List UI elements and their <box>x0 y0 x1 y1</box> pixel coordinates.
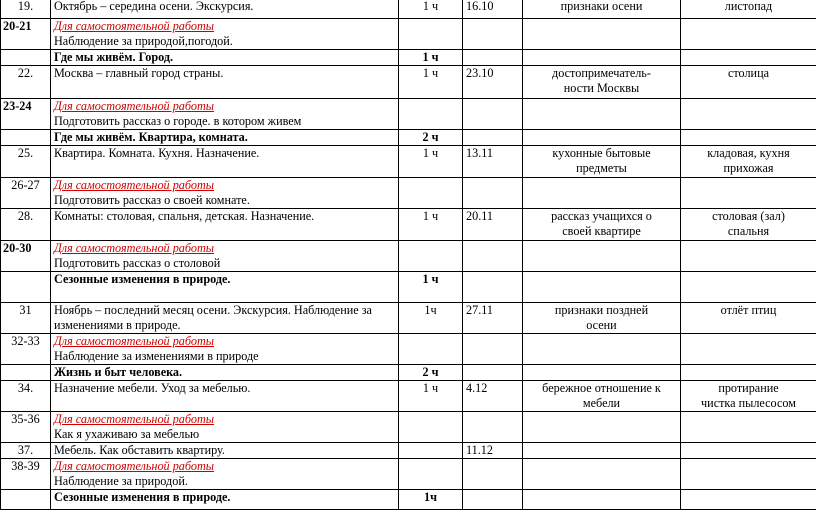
content-cell <box>523 178 681 209</box>
lesson-number-cell: 28. <box>1 209 51 241</box>
date-cell <box>463 272 523 303</box>
date-cell <box>463 99 523 130</box>
content-cell <box>523 50 681 66</box>
content-cell: признаки осени <box>523 0 681 19</box>
hours-cell: 1 ч <box>399 272 463 303</box>
table-row <box>1 412 816 443</box>
table-row <box>1 66 816 99</box>
table-row <box>1 178 816 209</box>
lesson-plan-table-body <box>1 0 816 510</box>
lesson-topic-text: Комнаты: столовая, спальня, детская. Назначение. <box>54 209 315 223</box>
lesson-topic-cell <box>51 50 399 66</box>
lesson-topic-cell <box>51 443 399 459</box>
lesson-topic-cell <box>51 241 399 272</box>
hours-cell: 1 ч <box>399 209 463 241</box>
lesson-topic-cell <box>51 0 399 19</box>
lesson-topic-cell <box>51 209 399 241</box>
hours-cell <box>399 178 463 209</box>
date-cell <box>463 241 523 272</box>
lesson-topic-cell <box>51 178 399 209</box>
lesson-topic-cell <box>51 146 399 178</box>
independent-work-note: Для самостоятельной работы <box>54 412 215 426</box>
lesson-number-cell: 20-21 <box>1 19 51 50</box>
table-row <box>1 146 816 178</box>
lesson-topic-cell <box>51 459 399 490</box>
lesson-topic-cell <box>51 19 399 50</box>
hours-cell: 1ч <box>399 303 463 334</box>
date-cell: 23.10 <box>463 66 523 99</box>
lesson-topic-text: Подготовить рассказ о городе. в котором живем <box>54 114 302 128</box>
lesson-number-cell: 37. <box>1 443 51 459</box>
hours-cell <box>399 19 463 50</box>
content-cell <box>523 443 681 459</box>
content-cell: признаки поздней осени <box>523 303 681 334</box>
hours-cell: 1 ч <box>399 381 463 412</box>
date-cell: 16.10 <box>463 0 523 19</box>
content-cell <box>523 130 681 146</box>
table-row <box>1 130 816 146</box>
hours-cell <box>399 412 463 443</box>
hours-cell: 2 ч <box>399 365 463 381</box>
independent-work-note: Для самостоятельной работы <box>54 334 215 348</box>
date-cell <box>463 178 523 209</box>
vocabulary-cell: листопад <box>681 0 816 19</box>
vocabulary-cell <box>681 50 816 66</box>
lesson-number-cell <box>1 272 51 303</box>
lesson-number-cell: 23-24 <box>1 99 51 130</box>
lesson-number-cell: 35-36 <box>1 412 51 443</box>
lesson-topic-cell <box>51 66 399 99</box>
section-heading: Где мы живём. Квартира, комната. <box>54 130 248 144</box>
lesson-number-cell <box>1 490 51 510</box>
content-cell: бережное отношение к мебели <box>523 381 681 412</box>
content-cell: кухонные бытовые предметы <box>523 146 681 178</box>
content-cell <box>523 334 681 365</box>
lesson-topic-cell <box>51 334 399 365</box>
vocabulary-cell <box>681 272 816 303</box>
hours-cell <box>399 459 463 490</box>
vocabulary-cell <box>681 334 816 365</box>
independent-work-note: Для самостоятельной работы <box>54 99 215 113</box>
lesson-topic-text: Октябрь – середина осени. Экскурсия. <box>54 0 254 13</box>
hours-cell: 1 ч <box>399 66 463 99</box>
date-cell <box>463 412 523 443</box>
independent-work-note: Для самостоятельной работы <box>54 178 215 192</box>
content-cell <box>523 272 681 303</box>
lesson-topic-text: Наблюдение за природой. <box>54 474 188 488</box>
content-cell <box>523 99 681 130</box>
vocabulary-cell: протирание чистка пылесосом <box>681 381 816 412</box>
lesson-number-cell: 31 <box>1 303 51 334</box>
hours-cell: 1 ч <box>399 146 463 178</box>
table-row <box>1 303 816 334</box>
hours-cell <box>399 334 463 365</box>
lesson-topic-text: Наблюдение за изменениями в природе <box>54 349 259 363</box>
lesson-topic-text: Ноябрь – последний месяц осени. Экскурсия. Наблюдение за изменениями в природе. <box>54 303 372 332</box>
date-cell: 11.12 <box>463 443 523 459</box>
lesson-topic-cell <box>51 99 399 130</box>
vocabulary-cell <box>681 490 816 510</box>
table-row <box>1 209 816 241</box>
table-row <box>1 272 816 303</box>
lesson-topic-cell <box>51 490 399 510</box>
content-cell <box>523 412 681 443</box>
hours-cell: 1 ч <box>399 50 463 66</box>
vocabulary-cell <box>681 412 816 443</box>
lesson-number-cell <box>1 130 51 146</box>
hours-cell: 2 ч <box>399 130 463 146</box>
content-cell <box>523 490 681 510</box>
hours-cell <box>399 241 463 272</box>
lesson-topic-cell <box>51 365 399 381</box>
table-row <box>1 381 816 412</box>
vocabulary-cell <box>681 99 816 130</box>
table-row <box>1 19 816 50</box>
lesson-number-cell: 19. <box>1 0 51 19</box>
content-cell <box>523 241 681 272</box>
vocabulary-cell: столовая (зал) спальня <box>681 209 816 241</box>
vocabulary-cell <box>681 178 816 209</box>
lesson-number-cell: 26-27 <box>1 178 51 209</box>
lesson-topic-text: Москва – главный город страны. <box>54 66 224 80</box>
date-cell <box>463 130 523 146</box>
section-heading: Жизнь и быт человека. <box>54 365 183 379</box>
lesson-topic-cell <box>51 303 399 334</box>
independent-work-note: Для самостоятельной работы <box>54 19 215 33</box>
vocabulary-cell <box>681 19 816 50</box>
vocabulary-cell <box>681 241 816 272</box>
lesson-number-cell <box>1 50 51 66</box>
table-row <box>1 50 816 66</box>
table-row <box>1 443 816 459</box>
vocabulary-cell: отлёт птиц <box>681 303 816 334</box>
lesson-topic-cell <box>51 130 399 146</box>
table-row <box>1 99 816 130</box>
hours-cell <box>399 443 463 459</box>
vocabulary-cell <box>681 459 816 490</box>
lesson-topic-text: Наблюдение за природой,погодой. <box>54 34 233 48</box>
content-cell <box>523 365 681 381</box>
hours-cell <box>399 99 463 130</box>
vocabulary-cell <box>681 365 816 381</box>
date-cell <box>463 19 523 50</box>
section-heading: Где мы живём. Город. <box>54 50 174 64</box>
content-cell <box>523 459 681 490</box>
independent-work-note: Для самостоятельной работы <box>54 241 215 255</box>
content-cell: рассказ учащихся о своей квартире <box>523 209 681 241</box>
section-heading: Сезонные изменения в природе. <box>54 272 231 286</box>
table-row <box>1 490 816 510</box>
lesson-topic-text: Мебель. Как обставить квартиру. <box>54 443 225 457</box>
table-row <box>1 241 816 272</box>
date-cell <box>463 334 523 365</box>
content-cell: достопримечатель- ности Москвы <box>523 66 681 99</box>
lesson-number-cell: 20-30 <box>1 241 51 272</box>
date-cell: 13.11 <box>463 146 523 178</box>
hours-cell: 1 ч <box>399 0 463 19</box>
lesson-number-cell: 34. <box>1 381 51 412</box>
date-cell <box>463 365 523 381</box>
lesson-number-cell <box>1 365 51 381</box>
lesson-topic-text: Назначение мебели. Уход за мебелью. <box>54 381 251 395</box>
date-cell: 27.11 <box>463 303 523 334</box>
date-cell: 20.11 <box>463 209 523 241</box>
lesson-topic-cell <box>51 272 399 303</box>
lesson-topic-text: Подготовить рассказ о столовой <box>54 256 221 270</box>
vocabulary-cell: кладовая, кухня прихожая <box>681 146 816 178</box>
lesson-topic-cell <box>51 412 399 443</box>
lesson-topic-cell <box>51 381 399 412</box>
table-row <box>1 365 816 381</box>
date-cell <box>463 490 523 510</box>
lesson-number-cell: 22. <box>1 66 51 99</box>
vocabulary-cell <box>681 443 816 459</box>
section-heading: Сезонные изменения в природе. <box>54 490 231 504</box>
vocabulary-cell: столица <box>681 66 816 99</box>
lesson-number-cell: 32-33 <box>1 334 51 365</box>
lesson-number-cell: 25. <box>1 146 51 178</box>
vocabulary-cell <box>681 130 816 146</box>
lesson-topic-text: Подготовить рассказ о своей комнате. <box>54 193 250 207</box>
date-cell <box>463 50 523 66</box>
table-row <box>1 0 816 19</box>
date-cell: 4.12 <box>463 381 523 412</box>
table-row <box>1 459 816 490</box>
lesson-topic-text: Квартира. Комната. Кухня. Назначение. <box>54 146 260 160</box>
content-cell <box>523 19 681 50</box>
date-cell <box>463 459 523 490</box>
lesson-topic-text: Как я ухаживаю за мебелью <box>54 427 200 441</box>
table-row <box>1 334 816 365</box>
hours-cell: 1ч <box>399 490 463 510</box>
independent-work-note: Для самостоятельной работы <box>54 459 215 473</box>
lesson-number-cell: 38-39 <box>1 459 51 490</box>
